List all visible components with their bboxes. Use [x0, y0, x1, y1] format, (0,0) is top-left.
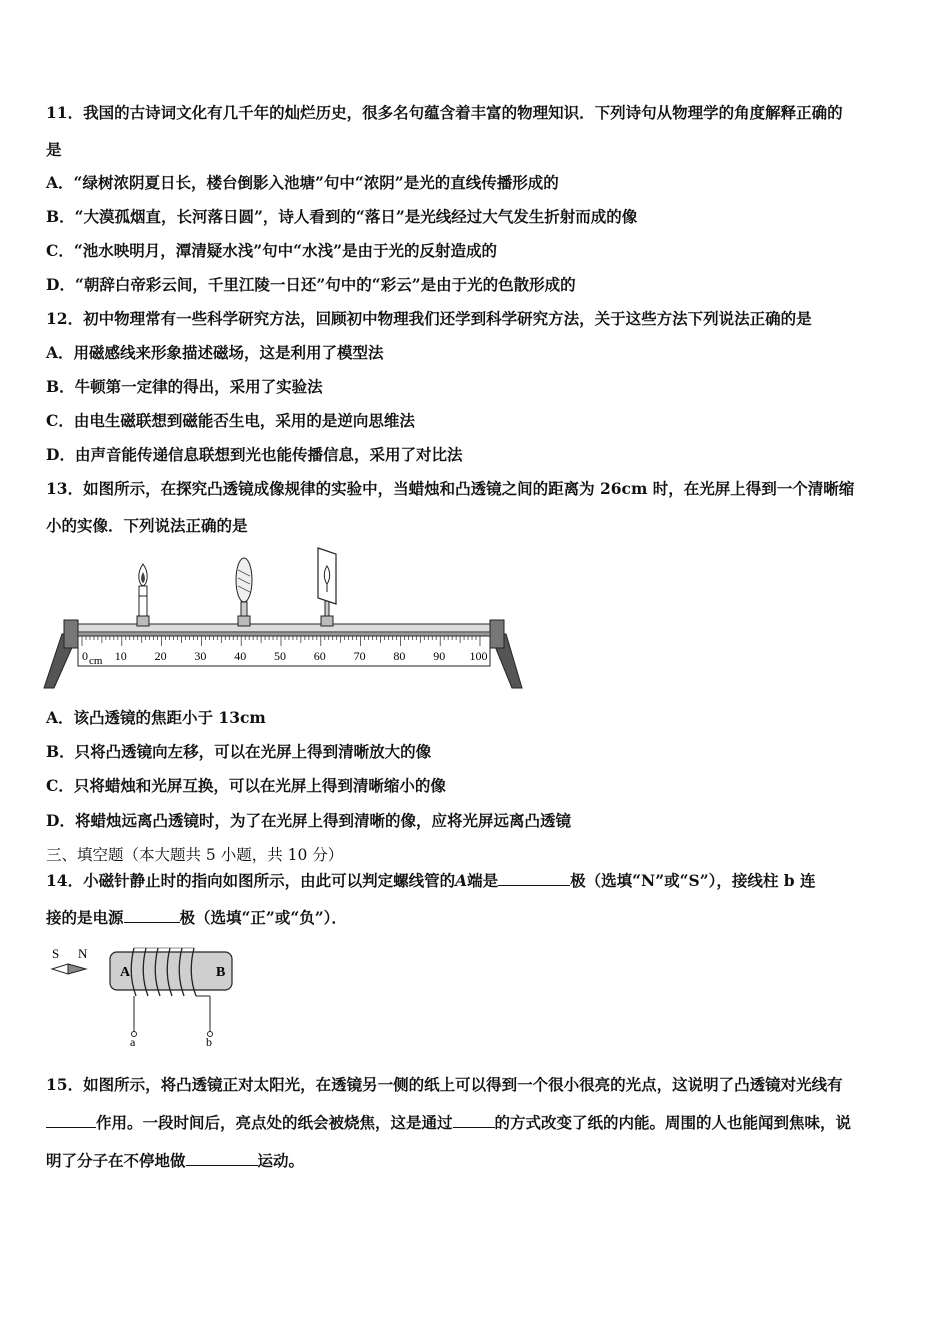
ruler-label: 60 [313, 649, 326, 663]
ruler-label: 50 [274, 649, 286, 663]
q13-stem-line2: 小的实像．下列说法正确的是 [46, 516, 248, 535]
needle-s-label: S [52, 946, 60, 961]
q11-option-a: A．“绿树浓阴夏日长，楼台倒影入池塘”句中“浓阴”是光的直线传播形成的 [46, 173, 559, 192]
q13-stem-line1: 13．如图所示，在探究凸透镜成像规律的实验中，当蜡烛和凸透镜之间的距离为 26cm 时，在光屏上得到一个清晰缩 [46, 479, 855, 498]
compass-needle-n [68, 964, 86, 974]
q15-blank-1[interactable] [46, 1113, 96, 1128]
ruler-label: 30 [194, 649, 207, 663]
left-endcap [64, 620, 78, 648]
terminal-a-label: a [130, 1035, 136, 1048]
q15-blank-3[interactable] [186, 1151, 258, 1166]
q14-line2-a: 接的是电源 [46, 908, 124, 927]
solenoid-end-a: A [120, 965, 131, 980]
q12-option-c: C．由电生磁联想到磁能否生电，采用的是逆向思维法 [46, 411, 415, 430]
ruler-label: 70 [353, 649, 366, 663]
right-endcap [490, 620, 504, 648]
q11-stem-line1: 11．我国的古诗词文化有几千年的灿烂历史，很多名句蕴含着丰富的物理知识．下列诗句从物理学的角度解释正确的 [46, 103, 843, 122]
q14-line1-a: 14．小磁针静止时的指向如图所示，由此可以判定螺线管的 [46, 871, 456, 890]
q12-option-b: B．牛顿第一定律的得出，采用了实验法 [46, 377, 323, 396]
ruler-label: 90 [433, 649, 446, 663]
ruler-label: 10 [114, 649, 127, 663]
ruler-label: 0 [82, 649, 88, 663]
ruler-unit: cm [89, 655, 103, 667]
q11-option-c: C．“池水映明月，潭清疑水浅”句中“水浅”是由于光的反射造成的 [46, 241, 498, 260]
optical-bench-figure [40, 544, 530, 692]
q15-line2 [46, 1113, 851, 1133]
q14-line1-c: 极（选填“N”或“S”），接线柱 b 连 [570, 871, 816, 890]
q15-blank-2[interactable] [453, 1113, 495, 1128]
q13-option-b: B．只将凸透镜向左移，可以在光屏上得到清晰放大的像 [46, 742, 432, 761]
q14-line1 [46, 871, 816, 891]
q14-end-a-label: A [455, 871, 468, 890]
q14-line2-b: 极（选填“正”或“负”）． [179, 908, 347, 927]
q14-blank-1[interactable] [498, 871, 570, 886]
compass-needle-s [52, 964, 68, 974]
q15-line2-b: 的方式改变了纸的内能。周围的人也能闻到焦味，说 [494, 1113, 852, 1132]
rail-rod [78, 632, 490, 636]
q15-line2-a: 作用。一段时间后，亮点处的纸会被烧焦，这是通过 [96, 1113, 453, 1132]
q15-line3 [46, 1151, 304, 1171]
q12-option-a: A．用磁感线来形象描述磁场，这是利用了模型法 [46, 343, 384, 362]
q15-line3-a: 明了分子在不停地做 [46, 1151, 186, 1170]
ruler-label: 80 [393, 649, 406, 663]
convex-lens [236, 558, 252, 626]
section3-title: 三、填空题（本大题共 5 小题，共 10 分） [46, 846, 344, 864]
solenoid-figure [46, 944, 246, 1048]
light-screen [318, 548, 336, 626]
q14-line2 [46, 908, 347, 928]
q13-option-d: D．将蜡烛远离凸透镜时，为了在光屏上得到清晰的像，应将光屏远离凸透镜 [46, 811, 571, 830]
needle-n-label: N [78, 946, 88, 961]
q11-stem-line2: 是 [46, 140, 62, 159]
q15-line3-b: 运动。 [257, 1151, 305, 1170]
q13-option-a: A．该凸透镜的焦距小于 13cm [46, 708, 266, 727]
terminal-b-label: b [206, 1035, 212, 1048]
q11-option-d: D．“朝辞白帝彩云间，千里江陵一日还”句中的“彩云”是由于光的色散形成的 [46, 275, 576, 294]
ruler-label: 40 [234, 649, 247, 663]
q12-option-d: D．由声音能传递信息联想到光也能传播信息，采用了对比法 [46, 445, 463, 464]
q15-line1: 15．如图所示，将凸透镜正对太阳光，在透镜另一侧的纸上可以得到一个很小很亮的光点，这说明了凸透镜对光线有 [46, 1075, 843, 1094]
q13-option-c: C．只将蜡烛和光屏互换，可以在光屏上得到清晰缩小的像 [46, 776, 446, 795]
q14-blank-2[interactable] [124, 908, 180, 923]
q11-option-b: B．“大漠孤烟直，长河落日圆”，诗人看到的“落日”是光线经过大气发生折射而成的像 [46, 207, 638, 226]
ruler-label: 100 [469, 649, 488, 663]
ruler-label: 20 [154, 649, 167, 663]
candle [137, 564, 149, 626]
q14-line1-b: 端是 [467, 871, 499, 890]
solenoid-end-b: B [216, 965, 226, 980]
q12-stem: 12．初中物理常有一些科学研究方法，回顾初中物理我们还学到科学研究方法，关于这些方法下列说法正确的是 [46, 309, 812, 328]
